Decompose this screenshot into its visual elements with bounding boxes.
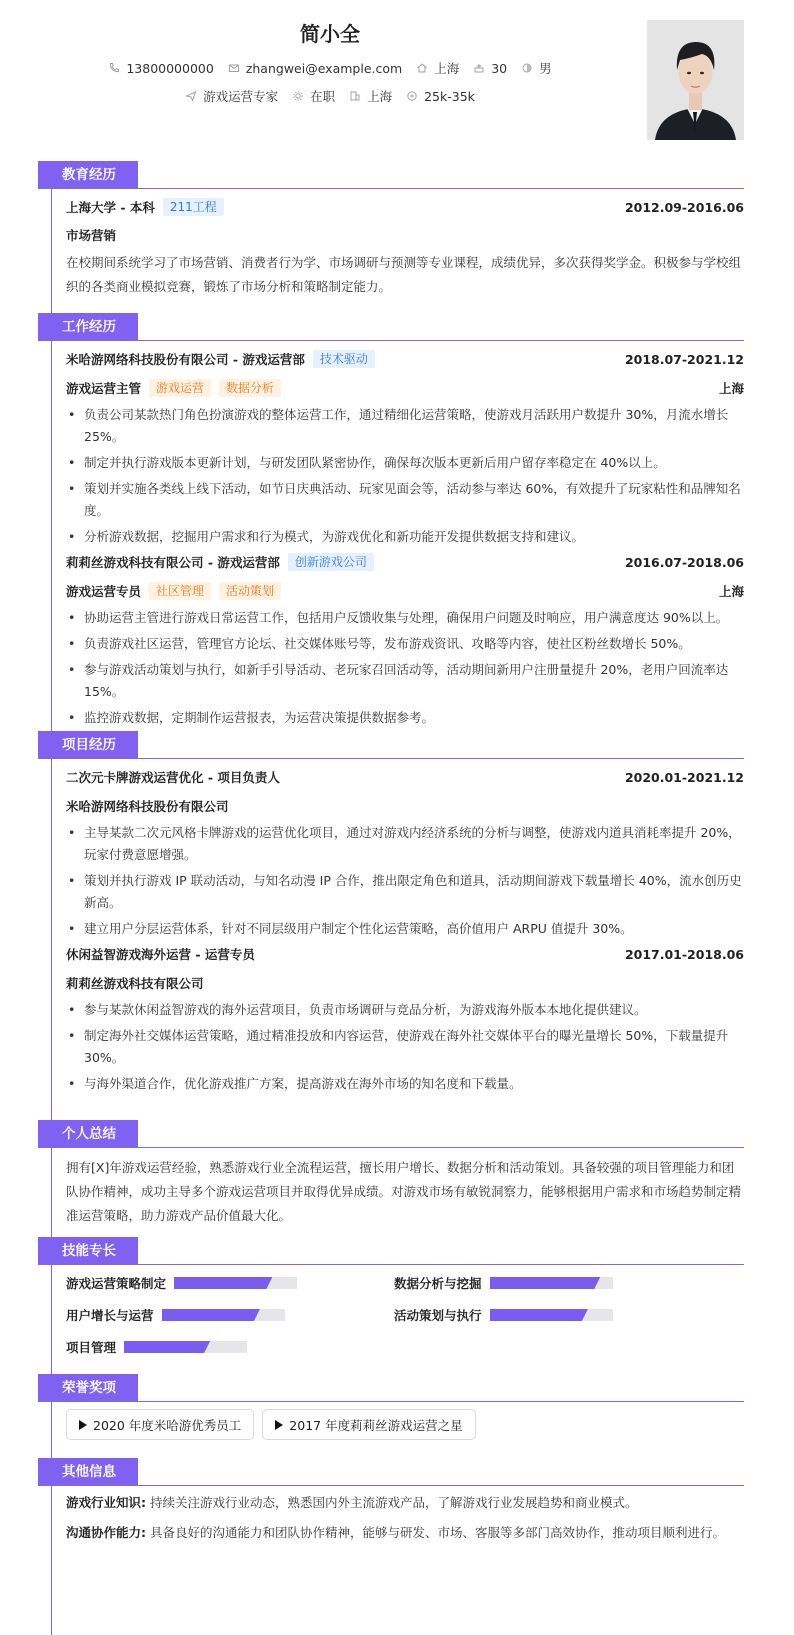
info-text: 持续关注游戏行业动态，熟悉国内外主流游戏产品，了解游戏行业发展趋势和商业模式。 [149,1495,638,1510]
role-tag: 活动策划 [219,582,281,600]
section-title: 荣誉奖项 [38,1374,138,1402]
summary-body [38,1148,744,1228]
awards-body [38,1402,744,1440]
city-value: 上海 [434,61,460,76]
job-entry [66,349,744,548]
project-date: 2017.01-2018.06 [624,946,744,962]
list-item: • 分析游戏数据，挖掘用户需求和行为模式，为游戏优化和新功能开发提供数据支持和建议。 [66,526,744,548]
project-entry [66,944,744,1095]
award-item [262,1409,475,1440]
section-divider [38,758,744,759]
building-icon [349,90,361,102]
position-value: 游戏运营专家 [203,89,279,104]
education-date: 2012.09-2016.06 [624,199,744,215]
education-description: 在校期间系统学习了市场营销、消费者行为学、市场调研与预测等专业课程，成绩优异，多次获得奖学金。积极参与学校组织的各类商业模拟竞赛，锻炼了市场分析和策略制定能力。 [66,255,742,294]
profile-photo [647,20,744,140]
skill-name: 活动策划与执行 [394,1308,482,1323]
section-divider [38,340,744,341]
skill-bar [124,1341,247,1353]
list-item: • 协助运营主管进行游戏日常运营工作，包括用户反馈收集与处理，确保用户问题及时响应，用户满意度达 90%以上。 [66,607,744,629]
job-date: 2016.07-2018.06 [624,554,744,570]
job-entry [66,552,744,729]
job-location: 上海 [718,584,744,599]
skills-grid [66,1274,744,1356]
section-divider [38,1401,744,1402]
section-awards [38,1374,744,1440]
section-work [38,313,744,733]
info-label: 沟通协作能力: [66,1525,146,1540]
list-item: • 负责游戏社区运营，管理官方论坛、社交媒体账号等，发布游戏资讯、攻略等内容，使社区粉丝数增长 50%。 [66,633,744,655]
gear-icon [292,90,304,102]
section-header [38,731,744,759]
email-info [228,61,402,76]
company-tag: 技术驱动 [313,350,375,368]
section-title: 其他信息 [38,1458,138,1486]
section-divider [38,1485,744,1486]
section-projects [38,731,744,1099]
skill-name: 项目管理 [66,1340,117,1355]
salary-info [406,89,475,104]
major-name: 市场营销 [66,228,117,243]
list-item: • 参与游戏活动策划与执行，如新手引导活动、老玩家召回活动等，活动期间新用户注册量提升 20%，老用户回流率达 15%。 [66,659,744,703]
skill-bar-fill [162,1309,260,1321]
section-divider [38,1264,744,1265]
skill-bar-fill [490,1309,588,1321]
info-line [66,1488,744,1518]
list-item: • 参与某款休闲益智游戏的海外运营项目，负责市场调研与竞品分析，为游戏海外版本本地化提供建议。 [66,999,744,1021]
phone-info [108,61,213,76]
skill-item [66,1274,394,1292]
phone-number: 13800000000 [126,60,214,76]
position-info [185,87,278,105]
skill-name: 用户增长与运营 [66,1308,154,1323]
mail-icon [228,62,240,74]
target-city-info [349,87,392,105]
gender-icon [521,62,533,74]
project-name: 休闲益智游戏海外运营 - 运营专员 [66,947,255,962]
section-title: 工作经历 [38,313,138,341]
contact-row [0,59,660,77]
age-info [473,61,507,76]
info-label: 游戏行业知识: [66,1495,146,1510]
company-name: 米哈游网络科技股份有限公司 - 游戏运营部 [66,352,305,367]
award-label: 2020 年度米哈游优秀员工 [93,1417,242,1433]
list-item: • 制定并执行游戏版本更新计划，与研发团队紧密协作，确保每次版本更新后用户留存率稳定在 40%以上。 [66,452,744,474]
job-bullets [66,607,744,729]
skill-item [66,1338,394,1356]
list-item: • 负责公司某款热门角色扮演游戏的整体运营工作，通过精细化运营策略，使游戏月活跃用户数提升 30%，月流水增长 25%。 [66,404,744,448]
cake-icon [473,62,485,74]
portrait-image [647,20,744,140]
skill-bar-fill [490,1277,601,1289]
triangle-icon [79,1420,87,1430]
target-city-value: 上海 [367,89,393,104]
skill-bar [490,1309,613,1321]
status-value: 在职 [310,89,336,104]
company-tag: 创新游戏公司 [288,553,374,571]
list-item: • 制定海外社交媒体运营策略，通过精准投放和内容运营，使游戏在海外社交媒体平台的曝光量增长 50%，下载量提升 30%。 [66,1025,744,1069]
section-title: 教育经历 [38,161,138,189]
candidate-name: 简小全 [300,22,360,46]
project-bullets [66,999,744,1095]
age-value: 30 [491,60,508,76]
triangle-icon [275,1420,283,1430]
school-name: 上海大学 - 本科 [66,200,155,215]
list-item: • 监控游戏数据，定期制作运营报表，为运营决策提供数据参考。 [66,707,744,729]
send-icon [185,90,197,102]
job-bullets [66,404,744,548]
list-item: • 策划并实施各类线上线下活动，如节日庆典活动、玩家见面会等，活动参与率达 60%，有效提升了玩家粘性和品牌知名度。 [66,478,744,522]
project-org: 米哈游网络科技股份有限公司 [66,799,229,814]
section-header [38,1120,744,1148]
section-summary [38,1120,744,1228]
work-body [38,341,744,729]
status-info [292,87,335,105]
skill-bar [174,1277,297,1289]
list-item: • 建立用户分层运营体系，针对不同层级用户制定个性化运营策略，高价值用户 ARPU 值提升 30%。 [66,918,744,940]
skill-item [66,1306,394,1324]
award-label: 2017 年度莉莉丝游戏运营之星 [289,1417,463,1433]
other-body [38,1486,744,1548]
section-divider [38,1147,744,1148]
role-tag: 社区管理 [149,582,211,600]
list-item: • 主导某款二次元风格卡牌游戏的运营优化项目，通过对游戏内经济系统的分析与调整，使游戏内道具消耗率提升 20%，玩家付费意愿增强。 [66,822,744,866]
info-text: 具备良好的沟通能力和团队协作精神，能够与研发、市场、客服等多部门高效协作，推动项目顺利进行。 [149,1525,725,1540]
home-icon [416,62,428,74]
role-tag: 数据分析 [219,379,281,397]
project-org: 莉莉丝游戏科技有限公司 [66,976,204,991]
project-entry [66,767,744,940]
projects-body [38,759,744,1095]
skills-body [38,1265,744,1356]
awards-list [66,1409,744,1440]
job-role: 游戏运营主管 [66,381,142,396]
job-location: 上海 [718,381,744,396]
section-education [38,161,744,299]
job-date: 2018.07-2021.12 [624,351,744,367]
gender-value: 男 [539,61,552,76]
project-name: 二次元卡牌游戏运营优化 - 项目负责人 [66,770,280,785]
summary-text: 拥有[X]年游戏运营经验，熟悉游戏行业全流程运营，擅长用户增长、数据分析和活动策划。具备较强的项目管理能力和团队协作精神，成功主导多个游戏运营项目并取得优异成绩。对游戏市场有敏锐洞察力，能够根据用户需求和市场趋势制定精准运营策略，助力游戏产品价值最大化。 [66,1160,742,1223]
project-bullets [66,822,744,940]
section-divider [38,188,744,189]
list-item: • 策划并执行游戏 IP 联动活动，与知名动漫 IP 合作，推出限定角色和道具，活动期间游戏下载量增长 40%，流水创历史新高。 [66,870,744,914]
section-title: 技能专长 [38,1237,138,1265]
award-item [66,1409,254,1440]
city-info [416,59,459,77]
skill-item [394,1306,722,1324]
education-body [38,189,744,299]
section-header [38,313,744,341]
section-title: 项目经历 [38,731,138,759]
list-item: • 与海外渠道合作，优化游戏推广方案，提高游戏在海外市场的知名度和下载量。 [66,1073,744,1095]
gender-info [521,59,552,77]
info-line [66,1518,744,1548]
skill-item [394,1274,722,1292]
phone-icon [108,62,120,74]
section-header [38,1237,744,1265]
skill-bar [490,1277,613,1289]
salary-value: 25k-35k [424,88,475,104]
section-other [38,1458,744,1548]
skill-name: 数据分析与挖掘 [394,1276,482,1291]
job-intent-row [0,87,660,105]
company-name: 莉莉丝游戏科技有限公司 - 游戏运营部 [66,555,280,570]
skill-name: 游戏运营策略制定 [66,1276,167,1291]
section-header [38,161,744,189]
section-header [38,1374,744,1402]
section-skills [38,1237,744,1356]
email-address: zhangwei@example.com [245,60,403,76]
skill-bar [162,1309,285,1321]
school-tag: 211工程 [163,198,224,216]
role-tag: 游戏运营 [149,379,211,397]
skill-bar-fill [174,1277,272,1289]
skill-bar-fill [124,1341,210,1353]
coin-icon [406,90,418,102]
section-title: 个人总结 [38,1120,138,1148]
section-header [38,1458,744,1486]
job-role: 游戏运营专员 [66,584,142,599]
project-date: 2020.01-2021.12 [624,769,744,785]
